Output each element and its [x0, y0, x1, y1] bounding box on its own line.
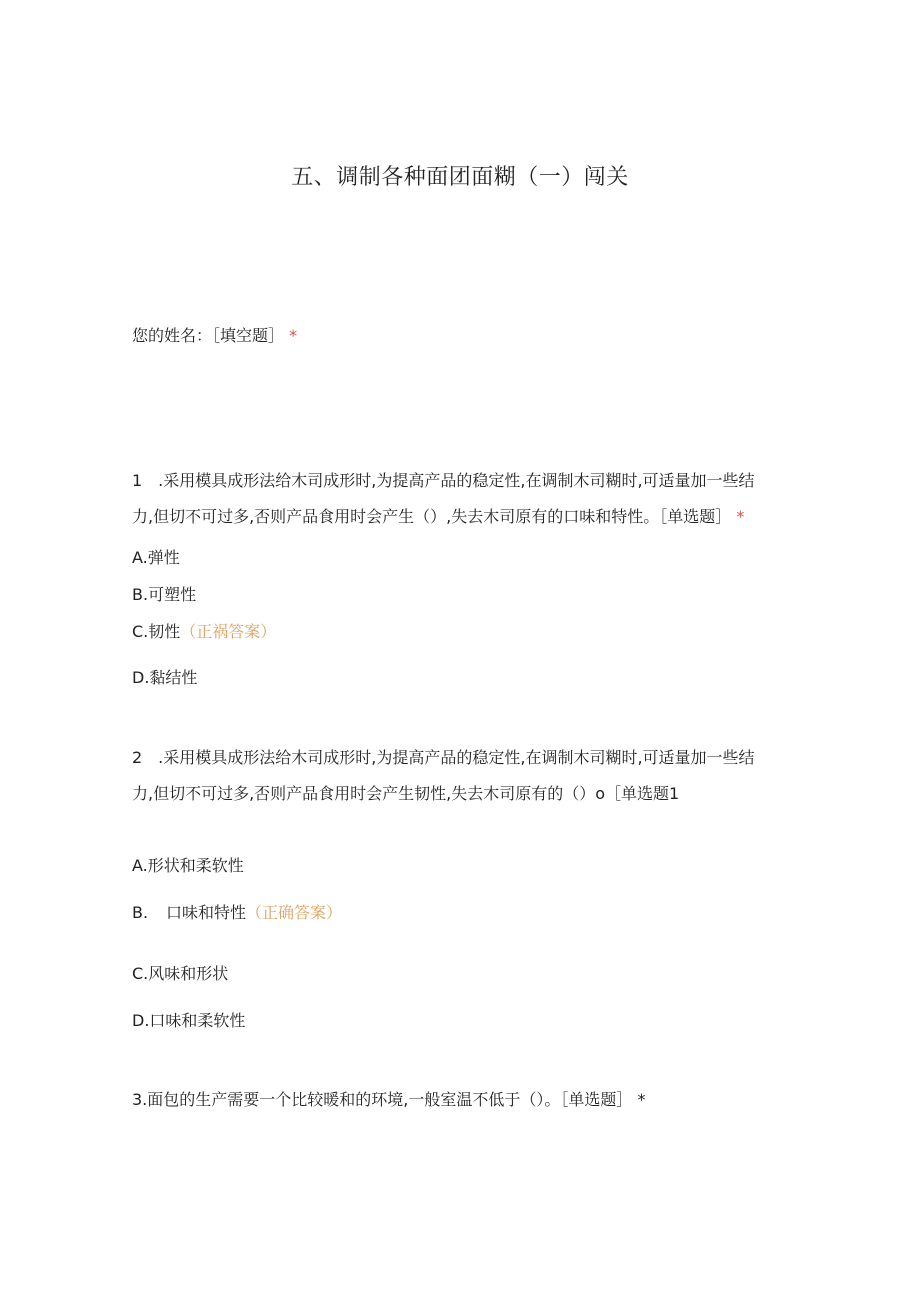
option-label: C.风味和形状 — [132, 964, 229, 983]
question-1-text-line-2-row — [132, 506, 744, 528]
question-2-option-b[interactable] — [132, 902, 342, 924]
question-2-option-c[interactable] — [132, 963, 228, 985]
question-2-option-d[interactable] — [132, 1010, 245, 1032]
question-1-option-b[interactable] — [132, 584, 196, 606]
question-1-option-a[interactable] — [132, 547, 180, 569]
question-3-text: 3.面包的生产需要一个比较暖和的环境,一般室温不低于（）。［单选题］ — [132, 1090, 633, 1109]
option-label: A.弹性 — [132, 548, 180, 567]
correct-answer-tag: （正祸答案） — [180, 622, 277, 641]
question-1-text-line-2: 力,但切不可过多,否则产品食用时会产生（）,失去木司原有的口味和特性。［单选题］ — [132, 507, 732, 526]
option-label: D.黏结性 — [132, 668, 198, 687]
option-label: D.口味和柔软性 — [132, 1011, 246, 1030]
correct-answer-tag: （正确答案） — [246, 903, 343, 922]
name-field-label-row — [132, 325, 297, 347]
option-letter: B. — [132, 903, 149, 922]
name-field-label: 您的姓名：［填空题］ — [132, 326, 285, 345]
question-1-option-d[interactable] — [132, 667, 197, 689]
question-3-text-row — [132, 1089, 645, 1111]
option-label: A.形状和柔软性 — [132, 856, 244, 875]
question-2-text-line-1: 2 .采用模具成形法给木司成形时,为提高产品的稳定性,在调制木司糊时,可适量加一些结 — [132, 748, 755, 767]
question-2-text-line-2: 力,但切不可过多,否则产品食用时会产生韧性,失去木司原有的（）o［单选题1 — [132, 784, 680, 803]
option-label: B.可塑性 — [132, 585, 197, 604]
page-title: 五、调制各种面团面糊（一）闯关 — [291, 165, 629, 190]
option-label: C.韧性 — [132, 622, 181, 641]
option-label: 口味和特性 — [166, 903, 247, 922]
required-mark: * — [289, 326, 298, 345]
question-1-text-line-1: 1 .采用模具成形法给木司成形时,为提高产品的稳定性,在调制木司糊时,可适量加一些结 — [132, 471, 755, 490]
required-mark: * — [736, 507, 745, 526]
question-1-option-c[interactable] — [132, 621, 276, 643]
required-mark: * — [637, 1090, 646, 1109]
question-2-option-a[interactable] — [132, 855, 244, 877]
